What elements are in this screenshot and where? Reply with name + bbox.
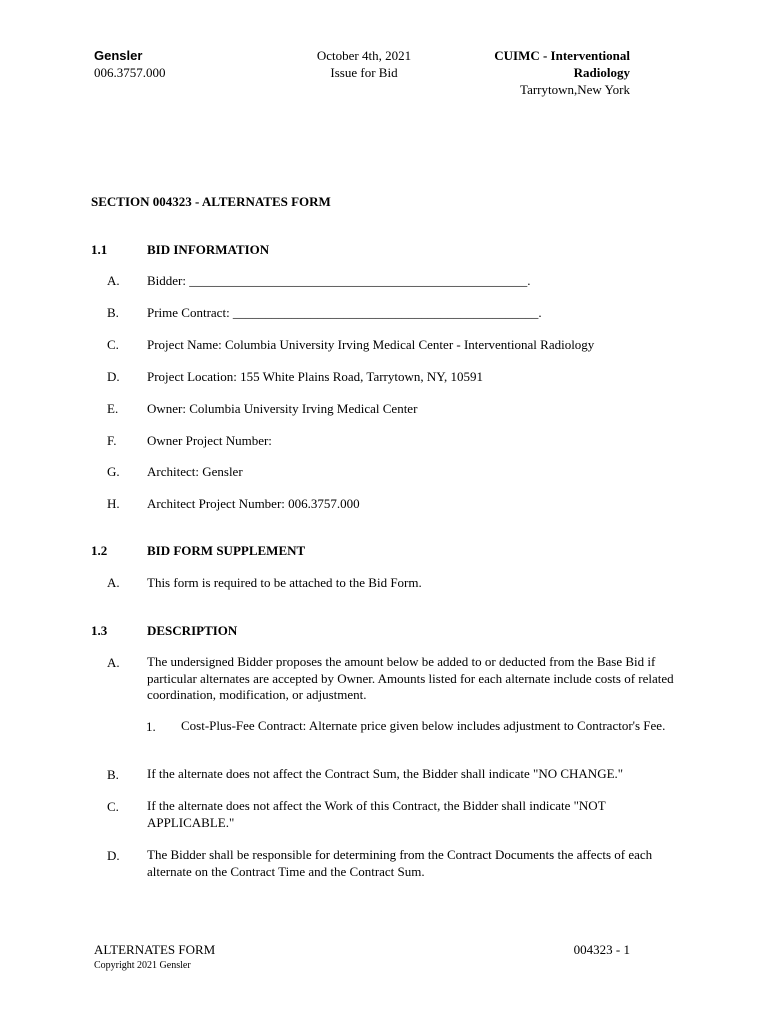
project-name-line2: Radiology	[573, 65, 630, 80]
bidder-responsibility-paragraph: The Bidder shall be responsible for determining from the Contract Documents the affects of each alternate on the Contract Time and the Contract Sum.	[147, 847, 653, 879]
architect-project-number-item: Architect Project Number: 006.3757.000	[147, 496, 360, 511]
header-left	[94, 47, 166, 81]
header-right	[494, 47, 630, 98]
subitem-number: 1.	[146, 719, 156, 734]
item-letter: F.	[107, 433, 117, 448]
owner-project-number-item: Owner Project Number:	[147, 433, 272, 448]
page-number: 004323 - 1	[573, 942, 630, 957]
issue-date: October 4th, 2021	[316, 48, 412, 63]
item-letter: A.	[107, 575, 120, 590]
prime-contract-field: Prime Contract: _______________________________________________.	[147, 305, 542, 320]
article-title: DESCRIPTION	[147, 623, 238, 638]
article-number: 1.2	[91, 543, 108, 558]
project-name-line1: CUIMC - Interventional	[494, 48, 630, 63]
article-title: BID FORM SUPPLEMENT	[147, 543, 306, 558]
footer-form-name: ALTERNATES FORM	[94, 942, 216, 957]
issue-status: Issue for Bid	[330, 65, 398, 80]
item-letter: A.	[107, 655, 120, 670]
item-letter: B.	[107, 767, 119, 782]
item-letter: G.	[107, 464, 120, 479]
owner-item: Owner: Columbia University Irving Medical Center	[147, 401, 418, 416]
project-location: Tarrytown,New York	[520, 82, 630, 97]
item-letter: C.	[107, 799, 119, 814]
item-letter: E.	[107, 401, 119, 416]
firm-name: Gensler	[94, 48, 143, 63]
item-letter: A.	[107, 273, 120, 288]
article-title: BID INFORMATION	[147, 242, 270, 257]
section-title: SECTION 004323 - ALTERNATES FORM	[91, 194, 331, 209]
not-applicable-paragraph: If the alternate does not affect the Work of this Contract, the Bidder shall indicate "NOT APPLICABLE."	[147, 798, 606, 830]
bidder-field: Bidder: ____________________________________________________.	[147, 273, 531, 288]
item-letter: B.	[107, 305, 119, 320]
project-number: 006.3757.000	[94, 65, 166, 80]
article-number: 1.1	[91, 242, 108, 257]
article-number: 1.3	[91, 623, 108, 638]
no-change-paragraph: If the alternate does not affect the Contract Sum, the Bidder shall indicate "NO CHANGE."	[147, 766, 624, 781]
item-letter: H.	[107, 496, 120, 511]
supplement-item: This form is required to be attached to the Bid Form.	[147, 575, 422, 590]
project-location-item: Project Location: 155 White Plains Road, Tarrytown, NY, 10591	[147, 369, 483, 384]
footer-copyright: Copyright 2021 Gensler	[94, 960, 191, 971]
description-paragraph: The undersigned Bidder proposes the amount below be added to or deducted from the Base Bid if particular alternates are accepted by Owner. Amounts listed for each alternate include costs of related coordination, modification, or adjustment.	[147, 654, 674, 702]
header-center	[300, 47, 428, 81]
project-name-item: Project Name: Columbia University Irving Medical Center - Interventional Radiology	[147, 337, 595, 352]
subitem-text: Cost-Plus-Fee Contract: Alternate price given below includes adjustment to Contractor's Fee.	[181, 718, 666, 733]
item-letter: D.	[107, 369, 120, 384]
architect-item: Architect: Gensler	[147, 464, 243, 479]
item-letter: D.	[107, 848, 120, 863]
item-letter: C.	[107, 337, 119, 352]
